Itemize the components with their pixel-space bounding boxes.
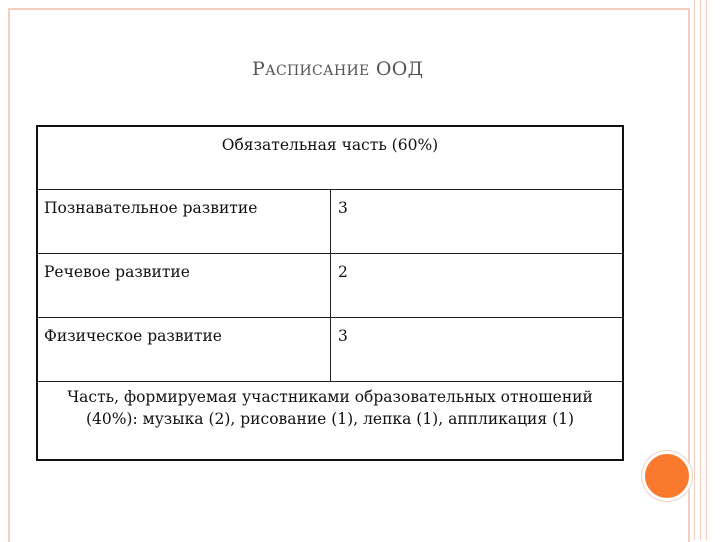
accent-circle	[642, 451, 692, 501]
side-rule	[706, 0, 707, 540]
table-footer: Часть, формируемая участниками образовательных отношений (40%): музыка (2), рисование (1), лепка (1), аппликация (1)	[67, 388, 593, 428]
side-rule	[700, 0, 701, 540]
slide-title	[252, 58, 423, 80]
schedule-table	[36, 125, 624, 461]
table-cell-count: 3	[338, 327, 348, 345]
title-rest: ООД	[375, 58, 424, 80]
row-divider	[38, 381, 622, 382]
table-header: Обязательная часть (60%)	[221, 136, 439, 154]
title-smallcaps: АСПИСАНИЕ	[265, 63, 370, 79]
column-divider	[330, 189, 331, 381]
side-rule	[694, 0, 695, 540]
table-cell-area: Физическое развитие	[44, 327, 222, 345]
table-cell-area: Речевое развитие	[44, 263, 190, 281]
table-cell-count: 2	[338, 263, 348, 281]
table-cell-area: Познавательное развитие	[44, 199, 258, 217]
title-first-letter: Р	[252, 58, 266, 80]
table-cell-count: 3	[338, 199, 348, 217]
